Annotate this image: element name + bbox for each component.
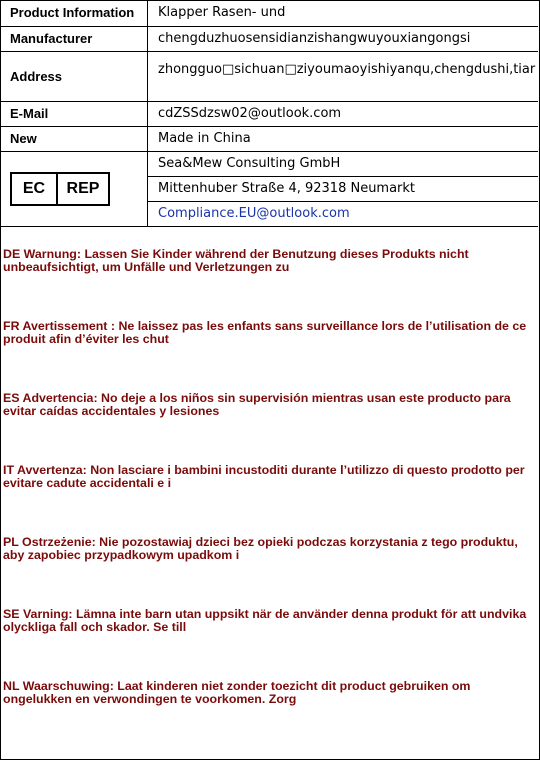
ec-rep-email-link[interactable]: Compliance.EU@outlook.com (148, 201, 539, 226)
product-info-table (0, 0, 538, 227)
product-value: Klapper Rasen- und (148, 0, 539, 26)
warning-fr: FR Avertissement : Ne laissez pas les enfants sans surveillance lors de l’utilisation de ce produit afin d’éviter les chut (3, 319, 527, 346)
product-label: Product Information (0, 0, 148, 26)
new-row (0, 126, 538, 151)
rep-symbol-text: REP (66, 179, 100, 197)
warning-es: ES Advertencia: No deje a los niños sin supervisión mientras usan este producto para evitar caídas accidentales y lesiones (3, 391, 511, 418)
safety-warnings (3, 248, 533, 752)
email-value: cdZSSdzsw02@outlook.com (148, 101, 539, 126)
address-value: zhongguo□sichuan□ziyoumaoyishiyanqu,chengdushi,tiar (148, 51, 539, 101)
warning-it: IT Avvertenza: Non lasciare i bambini incustoditi durante l’utilizzo di questo prodotto per evitare cadute accidentali e i (3, 463, 525, 490)
ec-rep-symbol (10, 172, 110, 206)
ec-rep-street: Mittenhuber Straße 4, 92318 Neumarkt (148, 176, 539, 201)
new-value: Made in China (148, 126, 539, 151)
manufacturer-row (0, 26, 538, 51)
product-row (0, 0, 538, 26)
manufacturer-value: chengduzhuosensidianzishangwuyouxiangongsi (148, 26, 539, 51)
warning-de: DE Warnung: Lassen Sie Kinder während der Benutzung dieses Produkts nicht unbeaufsichtigt, um Unfälle und Verletzungen zu (3, 247, 469, 274)
warning-nl: NL Waarschuwing: Laat kinderen niet zonder toezicht dit product gebruiken om ongelukken en verwondingen te voorkomen. Zorg (3, 679, 471, 706)
new-label: New (0, 126, 148, 151)
ec-rep-cell (0, 151, 148, 226)
address-row (0, 51, 538, 101)
warning-se: SE Varning: Lämna inte barn utan uppsikt när de använder denna produkt för att undvika olyckliga fall och skador. Se till (3, 607, 527, 634)
manufacturer-label: Manufacturer (0, 26, 148, 51)
ec-rep-company: Sea&Mew Consulting GmbH (148, 151, 539, 176)
ec-symbol-text: EC (12, 174, 58, 204)
email-label: E-Mail (0, 101, 148, 126)
ec-rep-company-row (0, 151, 538, 176)
email-row (0, 101, 538, 126)
address-label: Address (0, 51, 148, 101)
warning-pl: PL Ostrzeżenie: Nie pozostawiaj dzieci bez opieki podczas korzystania z tego produktu, aby zapobiec przypadkowym upadkom i (3, 535, 518, 562)
